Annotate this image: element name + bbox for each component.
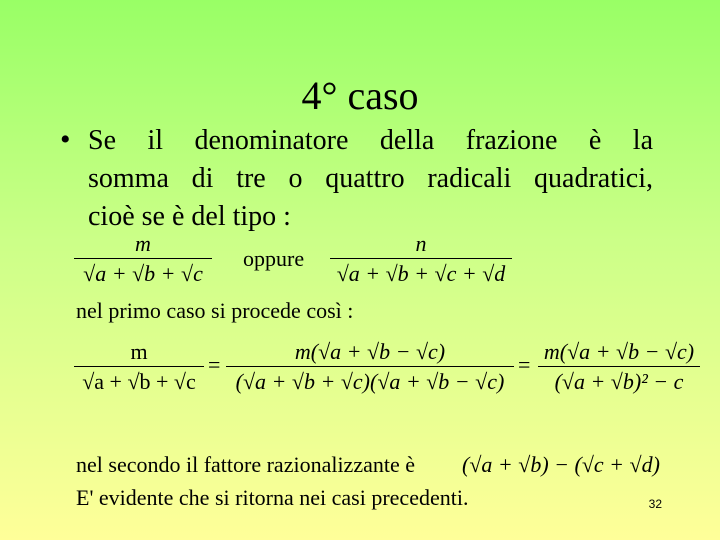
fraction-step1 bbox=[74, 340, 204, 395]
fraction-bar bbox=[226, 366, 514, 367]
fraction-bar bbox=[74, 366, 204, 367]
fraction-denominator: √a + √b + √c + √d bbox=[336, 261, 506, 286]
fraction-bar bbox=[538, 366, 700, 367]
fraction-denominator: √a + √b + √c bbox=[82, 369, 196, 394]
oppure-text: oppure bbox=[243, 246, 305, 271]
fraction-bar bbox=[330, 258, 512, 259]
fraction-denominator: (√a + √b)² − c bbox=[554, 369, 684, 394]
fraction-denominator: (√a + √b + √c)(√a + √b − √c) bbox=[235, 369, 505, 394]
second-case-factor: (√a + √b) − (√c + √d) bbox=[462, 452, 660, 477]
evident-text: E' evidente che si ritorna nei casi precedenti. bbox=[76, 485, 469, 510]
fraction-bar bbox=[74, 258, 212, 259]
bullet-marker: • bbox=[60, 123, 71, 156]
fraction-numerator: m bbox=[130, 339, 148, 364]
bullet-paragraph bbox=[88, 122, 653, 236]
equals-sign-1: = bbox=[208, 352, 221, 377]
slide-title: 4° caso bbox=[301, 73, 419, 118]
fraction-expr2 bbox=[330, 232, 512, 287]
fraction-step2 bbox=[226, 340, 514, 395]
fraction-numerator: m(√a + √b − √c) bbox=[543, 339, 695, 364]
fraction-numerator: m bbox=[135, 231, 151, 256]
bullet-line-2: somma di tre o quattro radicali quadratici, bbox=[88, 163, 653, 194]
bullet-line-1: Se il denominatore della frazione è la bbox=[88, 125, 653, 156]
fraction-step3 bbox=[538, 340, 700, 395]
fraction-expr1 bbox=[74, 232, 212, 287]
second-case-text: nel secondo il fattore razionalizzante è bbox=[76, 452, 415, 477]
bullet-line-3: cioè se è del tipo : bbox=[88, 201, 291, 232]
fraction-denominator: √a + √b + √c bbox=[83, 261, 203, 286]
equals-sign-2: = bbox=[518, 352, 531, 377]
fraction-numerator: m(√a + √b − √c) bbox=[294, 339, 446, 364]
first-case-text: nel primo caso si procede così : bbox=[76, 298, 354, 323]
fraction-numerator: n bbox=[415, 231, 427, 256]
page-number: 32 bbox=[648, 497, 662, 511]
